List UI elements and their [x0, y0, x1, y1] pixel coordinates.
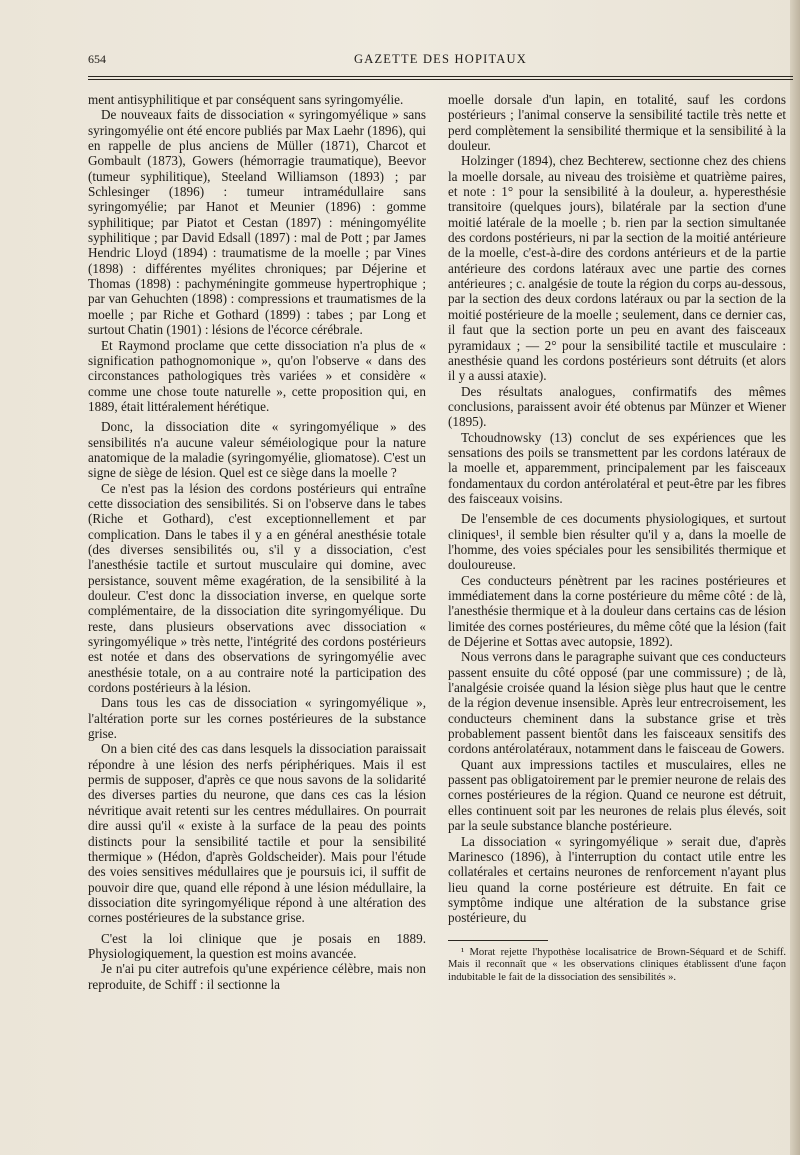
- paragraph: Des résultats analogues, confirmatifs des mêmes conclusions, paraissent avoir été obtenus par Münzer et Wiener (1895).: [448, 383, 786, 430]
- paragraph: Et Raymond proclame que cette dissociation n'a plus de « signification pathognomonique », qu'on l'observe « dans des circonstances pathologiques très variées » et considère « comme une chose toute naturelle », cette proposition qui, en 1889, était littéralement hérétique.: [88, 337, 426, 414]
- paragraph: Holzinger (1894), chez Bechterew, sectionne chez des chiens la moelle dorsale, au niveau des troisième et quatrième paires, et note : 1° pour la sensibilité à la douleur, a. hyperesthésie transitoire (quelques jours), bilatérale par la section d'une moitié latérale de la moelle ; b. rien par la section simultanée des cordons postérieurs, ni par la section de la moitié antérieure de la moelle, c'est-à-dire des cordons antérieurs et de la partie antérieure des cordons latéraux avec une partie des cornes antérieures ; c. analgésie de toute la région du corps au-dessous, par la section des deux cordons latéraux ou par la section de la moitié postérieure de la moelle ; seulement, dans ce dernier cas, il faut que la section porte un peu en avant des faisceaux pyramidaux ; — 2° pour la sensibilité tactile et musculaire : anesthésie quand les cordons postérieurs sont détruits (et alors il y a aussi ataxie).: [448, 153, 786, 384]
- paragraph: On a bien cité des cas dans lesquels la dissociation paraissait répondre à une lésion des nerfs périphériques. Mais il est permis de supposer, d'après ce que nous savons de la solidarité des diverses parties du neurone, que dans ces cas la lésion névritique avait retenti sur les centres médullaires. On pourrait dire aussi qu'il « existe à la surface de la peau des points distincts pour la sensibilité tactile et pour la sensibilité thermique » (Hédon, d'après Goldscheider). Mais pour l'étude des voies sensitives médullaires que je poursuis ici, il suffit de pouvoir dire que, quand elle répond à une lésion médullaire, la dissociation dite syringomyélique répond à une altération des cornes postérieures de la substance grise.: [88, 741, 426, 926]
- paragraph: Ces conducteurs pénètrent par les racines postérieures et immédiatement dans la corne postérieure du même côté : de là, l'anesthésie thermique et à la douleur dans certains cas de lésion limitée des cornes postérieures, du même côté que la lésion (fait de Déjerine et Sottas avec autopsie, 1892).: [448, 572, 786, 650]
- footnote: ¹ Morat rejette l'hypothèse localisatrice de Brown-Séquard et de Schiff. Mais il reconnaît que « les observations cliniques établissent d'une façon indubitable le fait de la dissociation des sensibilités ».: [448, 946, 786, 983]
- paragraph: Donc, la dissociation dite « syringomyélique » des sensibilités n'a aucune valeur séméiologique pour la nature anatomique de la maladie (syringomyélie, gliomatose). C'est un signe de siège de lésion. Quel est ce siège dans la moelle ?: [88, 419, 426, 481]
- paragraph: Tchoudnowsky (13) conclut de ses expériences que les sensations des poils se transmettent par les cordons latéraux de la moelle et, apparemment, principalement par les faisceaux fondamentaux du cordon antérolatéral et peut-être par les fibres des faisceaux voisins.: [448, 429, 786, 506]
- journal-title: GAZETTE DES HOPITAUX: [354, 52, 527, 66]
- header-rule: [88, 76, 793, 77]
- left-column: [88, 92, 426, 992]
- paragraph: Dans tous les cas de dissociation « syringomyélique », l'altération porte sur les cornes postérieures de la substance grise.: [88, 695, 426, 742]
- header-rule-double: [88, 79, 793, 80]
- paragraph: Ce n'est pas la lésion des cordons postérieurs qui entraîne cette dissociation des sensibilités. Si on l'observe dans le tabes (Riche et Gothard), c'est exceptionnellement et par complication. Dans le tabes il y a en général anesthésie totale (des diverses sensibilités ou, s'il y a dissociation, c'est l'anesthésie tactile et surtout musculaire qui domine, avec persistance, souvent même exagération, de la sensibilité à la douleur. C'est donc la dissociation inverse, en quelque sorte complémentaire, de la dissociation dite syringomyélique. Du reste, dans plusieurs observations avec dissociation « syringomyélique » très nette, l'intégrité des cordons postérieurs est notée et dans des observations de syringomyélie avec anesthésie totale, on a au contraire noté la participation des cordons postérieurs à la lésion.: [88, 480, 426, 696]
- page-edge: [790, 0, 800, 1155]
- paragraph: moelle dorsale d'un lapin, en totalité, sauf les cordons postérieurs ; l'animal conserve la sensibilité tactile très nette et perd complètement la sensibilité thermique et la sensibilité à la douleur.: [448, 92, 786, 154]
- paragraph: ment antisyphilitique et par conséquent sans syringomyélie.: [88, 92, 404, 107]
- paragraph: Nous verrons dans le paragraphe suivant que ces conducteurs passent ensuite du côté opposé (par une commissure) ; de là, l'analgésie croisée quand la lésion siège plus haut que le centre de la région devenue insensible. Après leur entrecroisement, les conducteurs cheminent dans la substance grise et très probablement passent bientôt dans les faisceaux sensitifs des cordons antérolatéraux, notamment dans le faisceau de Gowers.: [448, 649, 786, 757]
- right-column: [448, 92, 786, 984]
- paragraph: Je n'ai pu citer autrefois qu'une expérience célèbre, mais non reproduite, de Schiff : il sectionne la: [88, 961, 426, 992]
- page-number: 654: [88, 52, 106, 66]
- paragraph: De nouveaux faits de dissociation « syringomyélique » sans syringomyélie ont été encore publiés par Max Laehr (1896), qui en rappelle de plus anciens de Müller (1871), Charcot et Gombault (1873), Gowers (hémorragie traumatique), Beevor (tumeur syphilitique), Steeland Williamson (1893) ; par Schlesinger (1896) : tumeur intramédullaire sans syringomyélie; par Hanot et Meunier (1896) : gomme syphilitique; par Piatot et Cestan (1897) : méningomyélite syphilitique ; par David Edsall (1897) : mal de Pott ; par James Hendric Lloyd (1894) : traumatisme de la moelle ; par Vines (1898) : différentes myélites chroniques; par Déjerine et Thomas (1898) : pachyméningite gommeuse hypertrophique ; par van Gehuchten (1898) : compressions et traumatismes de la moelle ; par Riche et Gothard (1899) : tabes ; par Long et surtout Chatin (1901) : lésions de l'écorce cérébrale.: [88, 107, 426, 338]
- paragraph: La dissociation « syringomyélique » serait due, d'après Marinesco (1896), à l'interruption du contact utile entre les collatérales et certains neurones de renforcement n'ayant plus lieu quand la corne postérieure est détruite. En fait ce symptôme indique une altération de la substance grise postérieure, du: [448, 833, 786, 926]
- running-header: [88, 52, 793, 72]
- paragraph: Quant aux impressions tactiles et musculaires, elles ne passent pas obligatoirement par le premier neurone de relais des cornes postérieures de la région. Quand ce neurone est détruit, elles continuent soit par les neurones de relais plus élevés, soit par la seule substance blanche postérieure.: [448, 756, 786, 834]
- footnote-rule: [448, 940, 548, 941]
- paragraph: De l'ensemble de ces documents physiologiques, et surtout cliniques¹, il semble bien résulter qu'il y a, dans la moelle de l'homme, des voies spéciales pour les sensibilités thermique et douloureuse.: [448, 511, 786, 573]
- paragraph: C'est la loi clinique que je posais en 1889. Physiologiquement, la question est moins avancée.: [88, 930, 426, 961]
